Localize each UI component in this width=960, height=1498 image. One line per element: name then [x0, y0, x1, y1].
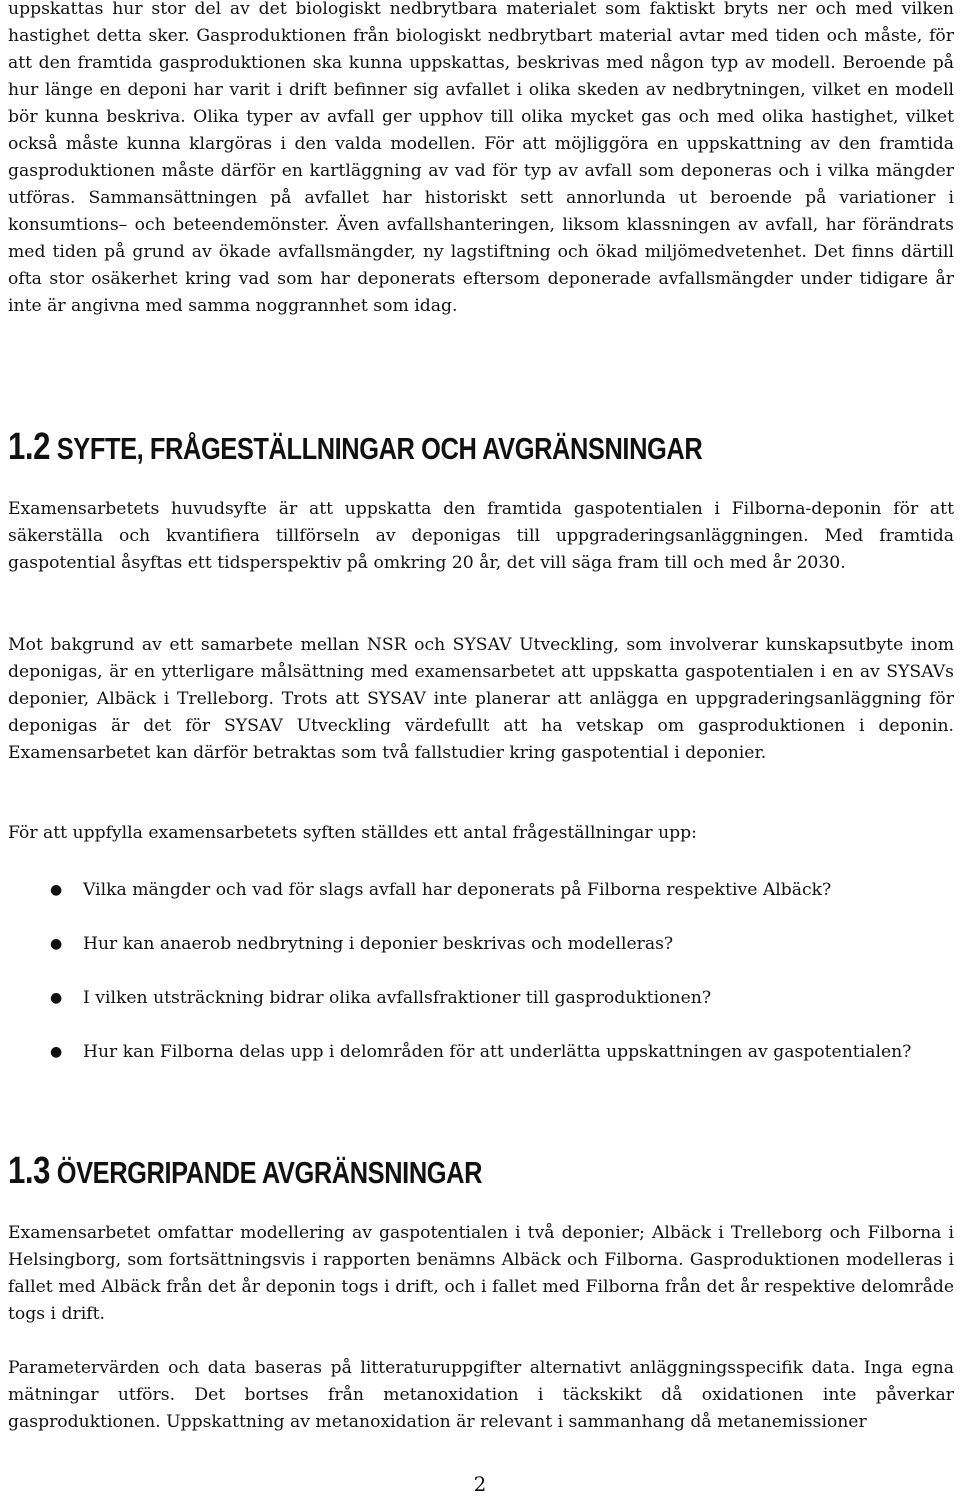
list-item-text: I vilken utsträckning bidrar olika avfallsfraktioner till gasproduktionen? — [83, 988, 712, 1008]
scope-paragraph: Examensarbetet omfattar modellering av gaspotentialen i två deponier; Albäck i Trelleborg och Filborna i Helsingborg, som fortsättningsvis i rapporten benämns Albäck och Filborna. Gasproduktionen modelleras i fallet med Albäck från det år deponin togs i drift, och i fallet med Filborna från det år respektive delområde togs i drift. — [8, 1223, 954, 1324]
section-number: 1.2 — [8, 426, 51, 468]
section-title: ÖVERGRIPANDE AVGRÄNSNINGAR — [56, 1155, 483, 1190]
section-heading-1-2 — [8, 426, 702, 469]
bullet-icon: ● — [50, 882, 63, 898]
parameters-paragraph: Parametervärden och data baseras på litteraturuppgifter alternativt anläggningsspecifik data. Inga egna mätningar utförs. Det bortses från metanoxidation i täckskikt då oxidationen inte påverkar gasproduktionen. Uppskattning av metanoxidation är relevant i sammanhang då metanemissioner — [8, 1358, 954, 1432]
bullet-icon: ● — [50, 1044, 63, 1060]
section-title: SYFTE, FRÅGESTÄLLNINGAR OCH AVGRÄNSNINGAR — [56, 431, 703, 466]
collaboration-paragraph: Mot bakgrund av ett samarbete mellan NSR och SYSAV Utveckling, som involverar kunskapsutbyte inom deponigas, är en ytterligare målsättning med examensarbetet att uppskatta gaspotentialen i en av SYSAVs deponier, Albäck i Trelleborg. Trots att SYSAV inte planerar att anlägga en uppgraderingsanläggning för deponigas är det för SYSAV Utveckling värdefullt att ha vetskap om gasproduktionen i deponin. Examensarbetet kan därför betraktas som två fallstudier kring gaspotential i deponier. — [8, 635, 954, 763]
page-number: 2 — [473, 1472, 487, 1496]
list-item-text: Hur kan anaerob nedbrytning i deponier beskrivas och modelleras? — [83, 934, 674, 954]
questions-lead-paragraph: För att uppfylla examensarbetets syften ställdes ett antal frågeställningar upp: — [8, 823, 697, 843]
bullet-icon: ● — [50, 936, 63, 952]
list-item — [8, 928, 954, 960]
list-item — [8, 982, 954, 1014]
research-questions-list — [8, 874, 954, 1090]
list-item-text: Vilka mängder och vad för slags avfall har deponerats på Filborna respektive Albäck? — [83, 880, 832, 900]
list-item-text: Hur kan Filborna delas upp i delområden för att underlätta uppskattningen av gaspotentialen? — [83, 1042, 912, 1062]
bullet-icon: ● — [50, 990, 63, 1006]
purpose-paragraph: Examensarbetets huvudsyfte är att uppskatta den framtida gaspotentialen i Filborna-deponin för att säkerställa och kvantifiera tillförseln av deponigas till uppgraderingsanläggningen. Med framtida gaspotential åsyftas ett tidsperspektiv på omkring 20 år, det vill säga fram till och med år 2030. — [8, 499, 954, 573]
section-heading-1-3 — [8, 1150, 482, 1193]
section-number: 1.3 — [8, 1150, 51, 1192]
intro-paragraph: uppskattas hur stor del av det biologiskt nedbrytbara materialet som faktiskt bryts ner och med vilken hastighet detta sker. Gasproduktionen från biologiskt nedbrytbart material avtar med tiden och måste, för att den framtida gasproduktionen ska kunna uppskattas, beskrivas med någon typ av modell. Beroende på hur länge en deponi har varit i drift befinner sig avfallet i olika skeden av nedbrytningen, vilket en modell bör kunna beskriva. Olika typer av avfall ger upphov till olika mycket gas och med olika hastighet, vilket också måste kunna klargöras i den valda modellen. För att möjliggöra en uppskattning av den framtida gasproduktionen måste därför en kartläggning av vad för typ av avfall som deponeras och i vilka mängder utföras. Sammansättningen på avfallet har historiskt sett annorlunda ut beroende på variationer i konsumtions– och beteendemönster. Även avfallshanteringen, liksom klassningen av avfall, har förändrats med tiden på grund av ökade avfallsmängder, ny lagstiftning och ökad miljömedvetenhet. Det finns därtill ofta stor osäkerhet kring vad som har deponerats eftersom deponerade avfallsmängder under tidigare år inte är angivna med samma noggrannhet som idag. — [8, 0, 954, 316]
list-item — [8, 1036, 954, 1068]
list-item — [8, 874, 954, 906]
